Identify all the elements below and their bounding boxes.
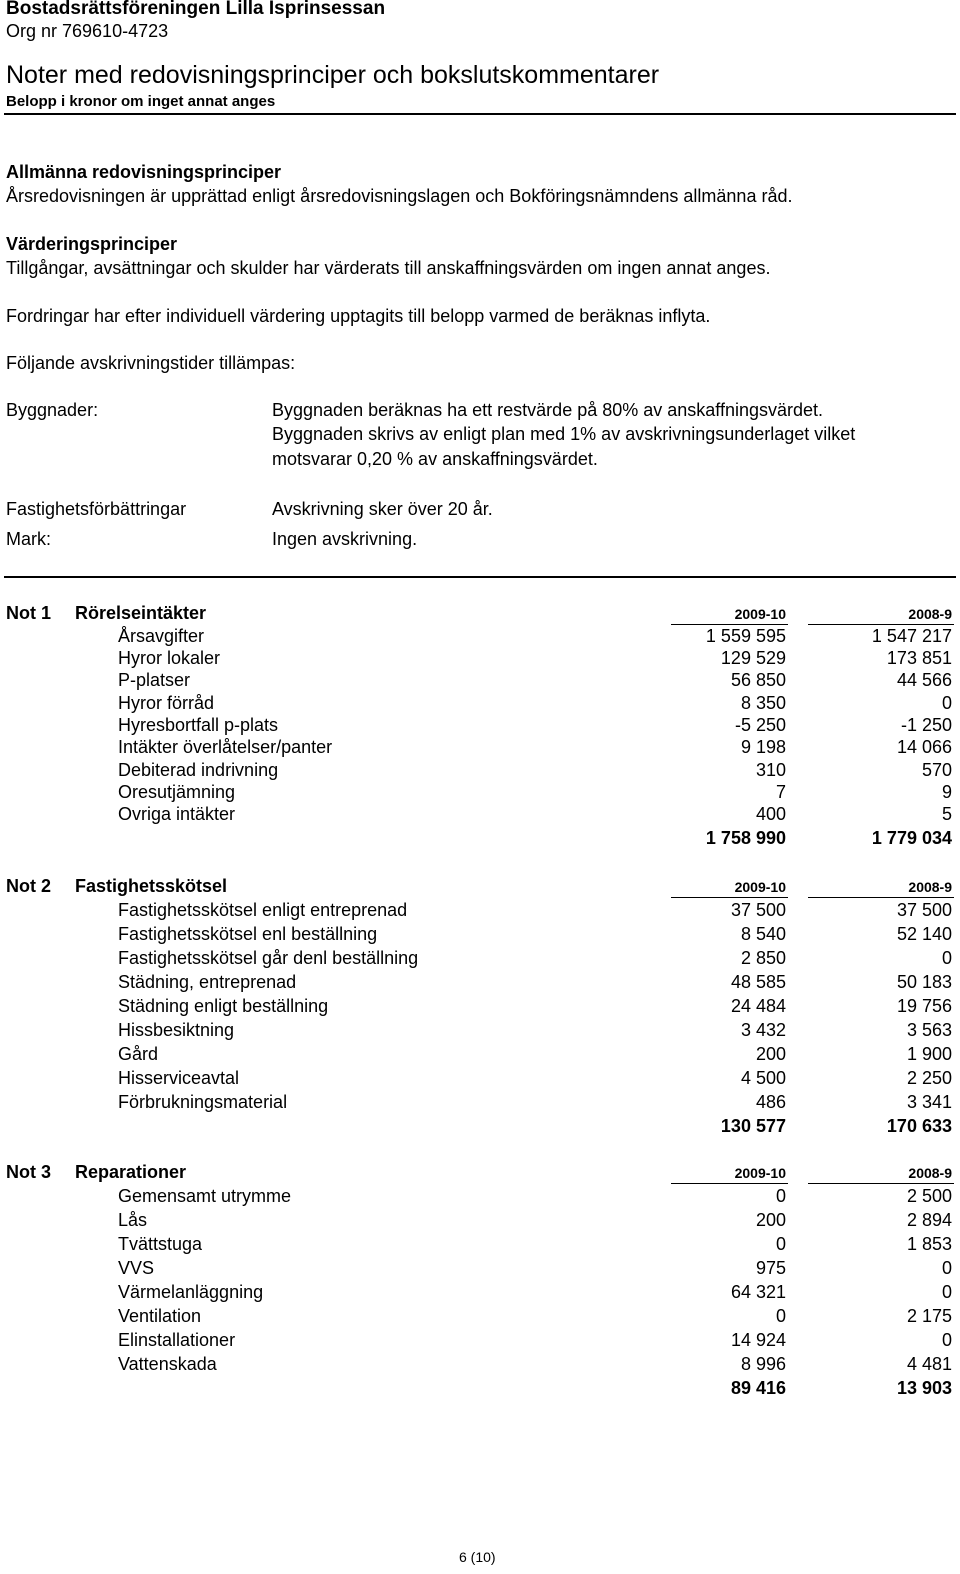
note-title: Rörelseintäkter xyxy=(75,603,207,623)
row-value-previous: -1 250 xyxy=(900,715,952,735)
total-current: 1 758 990 xyxy=(705,828,786,848)
row-label: Ovriga intäkter xyxy=(118,804,236,824)
row-value-previous: 1 853 xyxy=(906,1234,952,1254)
row-value-current: 200 xyxy=(755,1210,786,1230)
page-number: 6 (10) xyxy=(459,1549,496,1565)
land-text: Ingen avskrivning. xyxy=(272,529,418,549)
row-label: Fastighetsskötsel enligt entreprenad xyxy=(118,900,408,920)
column-header-previous-year: 2008-9 xyxy=(908,606,952,622)
row-value-previous: 52 140 xyxy=(896,924,952,944)
row-value-current: 14 924 xyxy=(730,1330,786,1350)
column-underline xyxy=(671,1183,788,1184)
note-number: Not 2 xyxy=(6,876,51,896)
row-value-current: 3 432 xyxy=(740,1020,786,1040)
row-value-previous: 4 481 xyxy=(906,1354,952,1374)
row-label: Debiterad indrivning xyxy=(118,760,279,780)
page-title: Noter med redovisningsprinciper och bokslutskommentarer xyxy=(6,61,660,89)
row-value-current: 486 xyxy=(755,1092,786,1112)
row-value-current: 0 xyxy=(775,1306,786,1326)
row-label: Oresutjämning xyxy=(118,782,236,802)
row-label: Vattenskada xyxy=(118,1354,217,1374)
row-label: VVS xyxy=(118,1258,155,1278)
row-value-previous: 0 xyxy=(941,1330,952,1350)
column-header-current-year: 2009-10 xyxy=(734,879,786,895)
row-value-previous: 19 756 xyxy=(896,996,952,1016)
row-value-previous: 2 894 xyxy=(906,1210,952,1230)
row-value-current: 24 484 xyxy=(730,996,786,1016)
row-value-previous: 1 900 xyxy=(906,1044,952,1064)
buildings-text-3: motsvarar 0,20 % av anskaffningsvärdet. xyxy=(272,449,598,469)
general-principles-heading: Allmänna redovisningsprinciper xyxy=(6,162,282,182)
row-value-current: 129 529 xyxy=(720,648,786,668)
row-value-previous: 0 xyxy=(941,948,952,968)
row-value-current: 2 850 xyxy=(740,948,786,968)
row-label: Hyror lokaler xyxy=(118,648,221,668)
row-value-current: 37 500 xyxy=(730,900,786,920)
row-label: Värmelanläggning xyxy=(118,1282,264,1302)
note-number: Not 3 xyxy=(6,1162,51,1182)
notes-divider xyxy=(4,576,956,578)
row-value-previous: 9 xyxy=(941,782,952,802)
row-label: Hyror förråd xyxy=(118,693,215,713)
column-underline xyxy=(808,624,954,625)
row-value-previous: 0 xyxy=(941,1282,952,1302)
row-label: Fastighetsskötsel går denl beställning xyxy=(118,948,419,968)
improvements-text: Avskrivning sker över 20 år. xyxy=(272,499,493,519)
column-header-current-year: 2009-10 xyxy=(734,1165,786,1181)
row-label: Elinstallationer xyxy=(118,1330,236,1350)
column-header-previous-year: 2008-9 xyxy=(908,879,952,895)
depreciation-intro: Följande avskrivningstider tillämpas: xyxy=(6,353,296,373)
row-label: Städning, entreprenad xyxy=(118,972,297,992)
row-value-current: 975 xyxy=(755,1258,786,1278)
org-name: Bostadsrättsföreningen Lilla Isprinsessan xyxy=(6,0,386,19)
total-current: 130 577 xyxy=(720,1116,786,1136)
row-label: Förbrukningsmaterial xyxy=(118,1092,288,1112)
row-value-current: 8 996 xyxy=(740,1354,786,1374)
row-value-previous: 1 547 217 xyxy=(871,626,952,646)
column-underline xyxy=(671,624,788,625)
row-value-previous: 570 xyxy=(921,760,952,780)
buildings-label: Byggnader: xyxy=(6,400,99,420)
row-value-previous: 2 175 xyxy=(906,1306,952,1326)
column-header-current-year: 2009-10 xyxy=(734,606,786,622)
column-underline xyxy=(808,1183,954,1184)
improvements-label: Fastighetsförbättringar xyxy=(6,499,187,519)
row-value-current: 8 540 xyxy=(740,924,786,944)
row-value-previous: 0 xyxy=(941,693,952,713)
total-current: 89 416 xyxy=(730,1378,786,1398)
row-label: Årsavgifter xyxy=(118,626,205,646)
valuation-heading: Värderingsprinciper xyxy=(6,234,178,254)
row-value-current: 56 850 xyxy=(730,670,786,690)
row-value-previous: 2 250 xyxy=(906,1068,952,1088)
note-title: Reparationer xyxy=(75,1162,187,1182)
land-label: Mark: xyxy=(6,529,51,549)
buildings-text-1: Byggnaden beräknas ha ett restvärde på 80% av anskaffningsvärdet. xyxy=(272,400,824,420)
row-label: Tvättstuga xyxy=(118,1234,203,1254)
row-value-current: 310 xyxy=(755,760,786,780)
row-label: Gemensamt utrymme xyxy=(118,1186,292,1206)
total-previous: 170 633 xyxy=(886,1116,952,1136)
row-value-current: 0 xyxy=(775,1186,786,1206)
row-label: Gård xyxy=(118,1044,159,1064)
row-label: Fastighetsskötsel enl beställning xyxy=(118,924,378,944)
row-label: Hyresbortfall p-plats xyxy=(118,715,279,735)
row-value-previous: 0 xyxy=(941,1258,952,1278)
page-subtitle: Belopp i kronor om inget annat anges xyxy=(6,93,276,110)
row-value-previous: 44 566 xyxy=(896,670,952,690)
column-underline xyxy=(671,897,788,898)
total-previous: 1 779 034 xyxy=(871,828,952,848)
row-label: P-platser xyxy=(118,670,191,690)
row-value-current: 1 559 595 xyxy=(705,626,786,646)
org-number: Org nr 769610-4723 xyxy=(6,21,169,41)
receivables-text: Fordringar har efter individuell värdering upptagits till belopp varmed de beräknas inflyta. xyxy=(6,306,711,326)
row-value-current: -5 250 xyxy=(734,715,786,735)
row-value-previous: 37 500 xyxy=(896,900,952,920)
row-label: Hissbesiktning xyxy=(118,1020,235,1040)
row-value-current: 8 350 xyxy=(740,693,786,713)
valuation-text: Tillgångar, avsättningar och skulder har värderats till anskaffningsvärden om ingen annat anges. xyxy=(6,258,771,278)
row-value-previous: 173 851 xyxy=(886,648,952,668)
note-title: Fastighetsskötsel xyxy=(75,876,228,896)
row-value-previous: 3 563 xyxy=(906,1020,952,1040)
row-value-current: 64 321 xyxy=(730,1282,786,1302)
general-principles-text: Årsredovisningen är upprättad enligt årsredovisningslagen och Bokföringsnämndens allmänna råd. xyxy=(6,186,793,206)
row-value-current: 9 198 xyxy=(740,737,786,757)
row-value-previous: 50 183 xyxy=(896,972,952,992)
row-value-current: 0 xyxy=(775,1234,786,1254)
buildings-text-2: Byggnaden skrivs av enligt plan med 1% av avskrivningsunderlaget vilket xyxy=(272,424,856,444)
row-value-previous: 5 xyxy=(941,804,952,824)
column-header-previous-year: 2008-9 xyxy=(908,1165,952,1181)
row-value-previous: 14 066 xyxy=(896,737,952,757)
note-number: Not 1 xyxy=(6,603,51,623)
row-label: Hisserviceavtal xyxy=(118,1068,240,1088)
column-underline xyxy=(808,897,954,898)
row-value-current: 200 xyxy=(755,1044,786,1064)
row-label: Ventilation xyxy=(118,1306,202,1326)
row-label: Lås xyxy=(118,1210,148,1230)
row-label: Städning enligt beställning xyxy=(118,996,329,1016)
header-divider xyxy=(4,113,956,115)
row-value-current: 4 500 xyxy=(740,1068,786,1088)
row-value-previous: 2 500 xyxy=(906,1186,952,1206)
total-previous: 13 903 xyxy=(896,1378,952,1398)
row-value-current: 7 xyxy=(775,782,786,802)
row-label: Intäkter överlåtelser/panter xyxy=(118,737,333,757)
row-value-current: 400 xyxy=(755,804,786,824)
row-value-current: 48 585 xyxy=(730,972,786,992)
row-value-previous: 3 341 xyxy=(906,1092,952,1112)
